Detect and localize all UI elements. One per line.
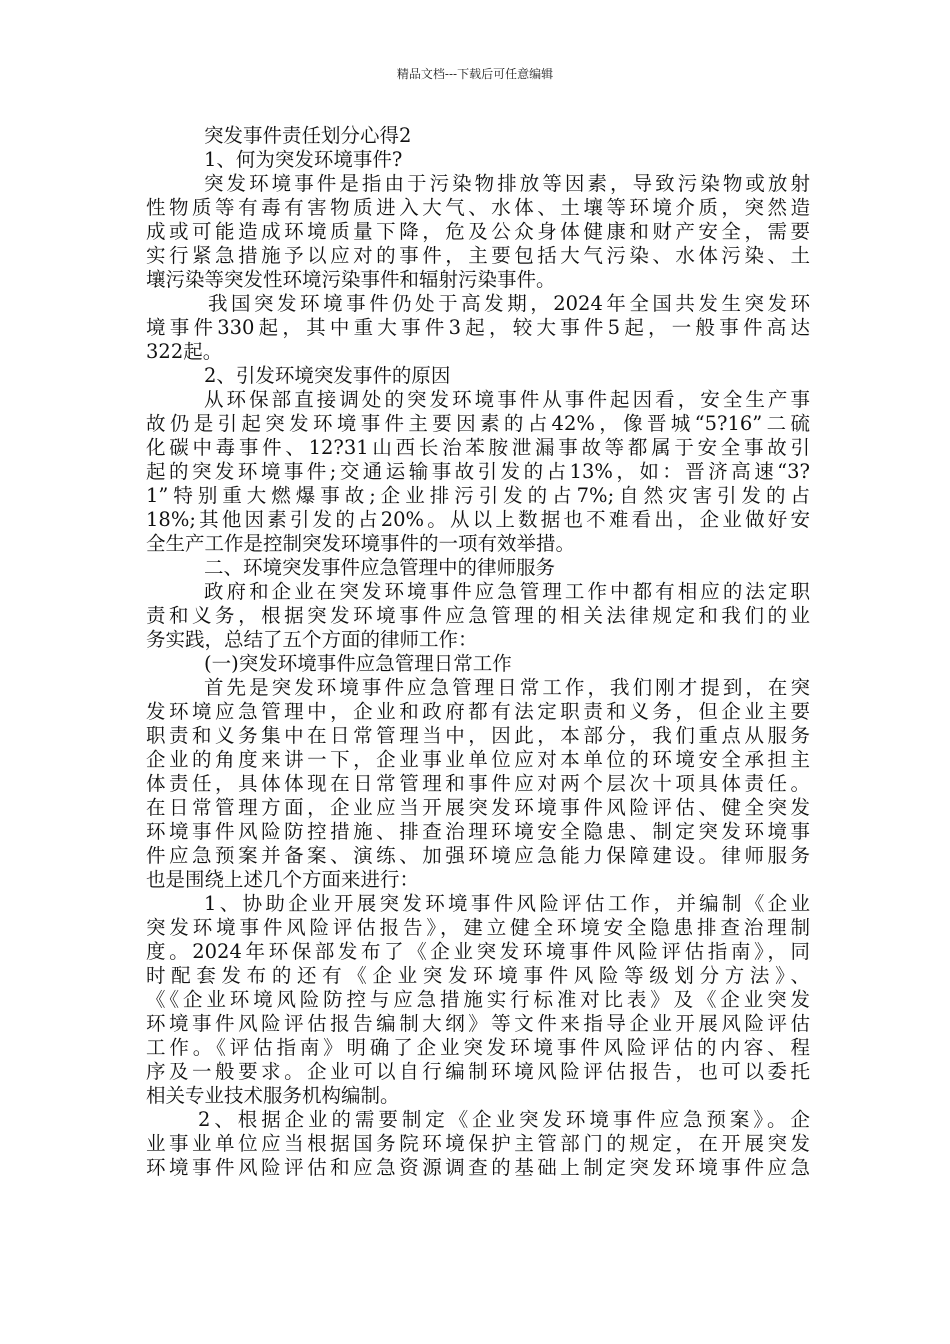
text-line: 件应急预案并备案、演练、加强环境应急能力保障建设。律师服务	[146, 844, 810, 867]
text-line: 故仍是引起突发环境事件主要因素的占42%，像晋城“5?16”二硫	[146, 412, 810, 435]
document-body	[146, 124, 810, 1180]
text-line: 环境事件风险评估和应急资源调查的基础上制定突发环境事件应急	[146, 1156, 810, 1179]
text-line: 《《企业环境风险防控与应急措施实行标准对比表》及《企业突发	[146, 988, 810, 1011]
text-line: 在日常管理方面，企业应当开展突发环境事件风险评估、健全突发	[146, 796, 810, 819]
text-line: 发环境应急管理中，企业和政府都有法定职责和义务，但企业主要	[146, 700, 810, 723]
page-header: 精品文档---下载后可任意编辑	[396, 67, 554, 81]
text-line: 2、引发环境突发事件的原因	[204, 364, 451, 387]
text-line: 322起。	[146, 340, 223, 363]
text-line: 时配套发布的还有《企业突发环境事件风险等级划分方法》、	[146, 964, 810, 987]
text-line: 序及一般要求。企业可以自行编制环境风险评估报告，也可以委托	[146, 1060, 810, 1083]
text-line: 业事业单位应当根据国务院环境保护主管部门的规定，在开展突发	[146, 1132, 810, 1155]
text-line: 境事件330起，其中重大事件3起，较大事件5起，一般事件高达	[146, 316, 810, 339]
text-line: 二、环境突发事件应急管理中的律师服务	[204, 556, 556, 579]
text-line: 企业的角度来讲一下，企业事业单位应对本单位的环境安全承担主	[146, 748, 810, 771]
text-line: 壤污染等突发性环境污染事件和辐射污染事件。	[146, 268, 556, 291]
text-line: 务实践，总结了五个方面的律师工作：	[146, 628, 478, 651]
text-line: 政府和企业在突发环境事件应急管理工作中都有相应的法定职	[204, 580, 810, 603]
text-line: 从环保部直接调处的突发环境事件从事件起因看，安全生产事	[204, 388, 810, 411]
text-line: 环境事件风险评估报告编制大纲》等文件来指导企业开展风险评估	[146, 1012, 810, 1035]
text-line: 工作。《评估指南》明确了企业突发环境事件风险评估的内容、程	[146, 1036, 810, 1059]
text-line: 成或可能造成环境质量下降，危及公众身体健康和财产安全，需要	[146, 220, 810, 243]
text-line: 突发环境事件是指由于污染物排放等因素，导致污染物或放射	[204, 172, 810, 195]
text-line: 环境事件风险防控措施、排查治理环境安全隐患、制定突发环境事	[146, 820, 810, 843]
text-line: 我国突发环境事件仍处于高发期，2024年全国共发生突发环	[208, 292, 810, 315]
text-line: 也是围绕上述几个方面来进行：	[146, 868, 420, 891]
text-line: 性物质等有毒有害物质进入大气、水体、土壤等环境介质，突然造	[146, 196, 810, 219]
text-line: 体责任，具体体现在日常管理和事件应对两个层次十项具体责任。	[146, 772, 810, 795]
text-line: 起的突发环境事件;交通运输事故引发的占13%，如：晋济高速“3?	[146, 460, 810, 483]
text-line: 1、何为突发环境事件?	[204, 148, 403, 171]
text-line: 1、协助企业开展突发环境事件风险评估工作，并编制《企业	[204, 892, 810, 915]
text-line: 1”特别重大燃爆事故;企业排污引发的占7%;自然灾害引发的占	[146, 484, 810, 507]
text-line: 实行紧急措施予以应对的事件，主要包括大气污染、水体污染、土	[146, 244, 810, 267]
text-line: 度。2024年环保部发布了《企业突发环境事件风险评估指南》，同	[146, 940, 810, 963]
text-line: 首先是突发环境事件应急管理日常工作，我们刚才提到，在突	[204, 676, 810, 699]
text-line: 全生产工作是控制突发环境事件的一项有效举措。	[146, 532, 576, 555]
text-line: 相关专业技术服务机构编制。	[146, 1084, 400, 1107]
text-line: (一)突发环境事件应急管理日常工作	[204, 652, 512, 675]
text-line: 责和义务，根据突发环境事件应急管理的相关法律规定和我们的业	[146, 604, 810, 627]
text-line: 职责和义务集中在日常管理当中，因此，本部分，我们重点从服务	[146, 724, 810, 747]
text-line: 突发环境事件风险评估报告》，建立健全环境安全隐患排查治理制	[146, 916, 810, 939]
text-line: 2、根据企业的需要制定《企业突发环境事件应急预案》。企	[198, 1108, 810, 1131]
text-line: 18%;其他因素引发的占20%。从以上数据也不难看出，企业做好安	[146, 508, 810, 531]
text-line: 化碳中毒事件、12?31山西长治苯胺泄漏事故等都属于安全事故引	[146, 436, 810, 459]
text-line: 突发事件责任划分心得2	[204, 124, 412, 147]
